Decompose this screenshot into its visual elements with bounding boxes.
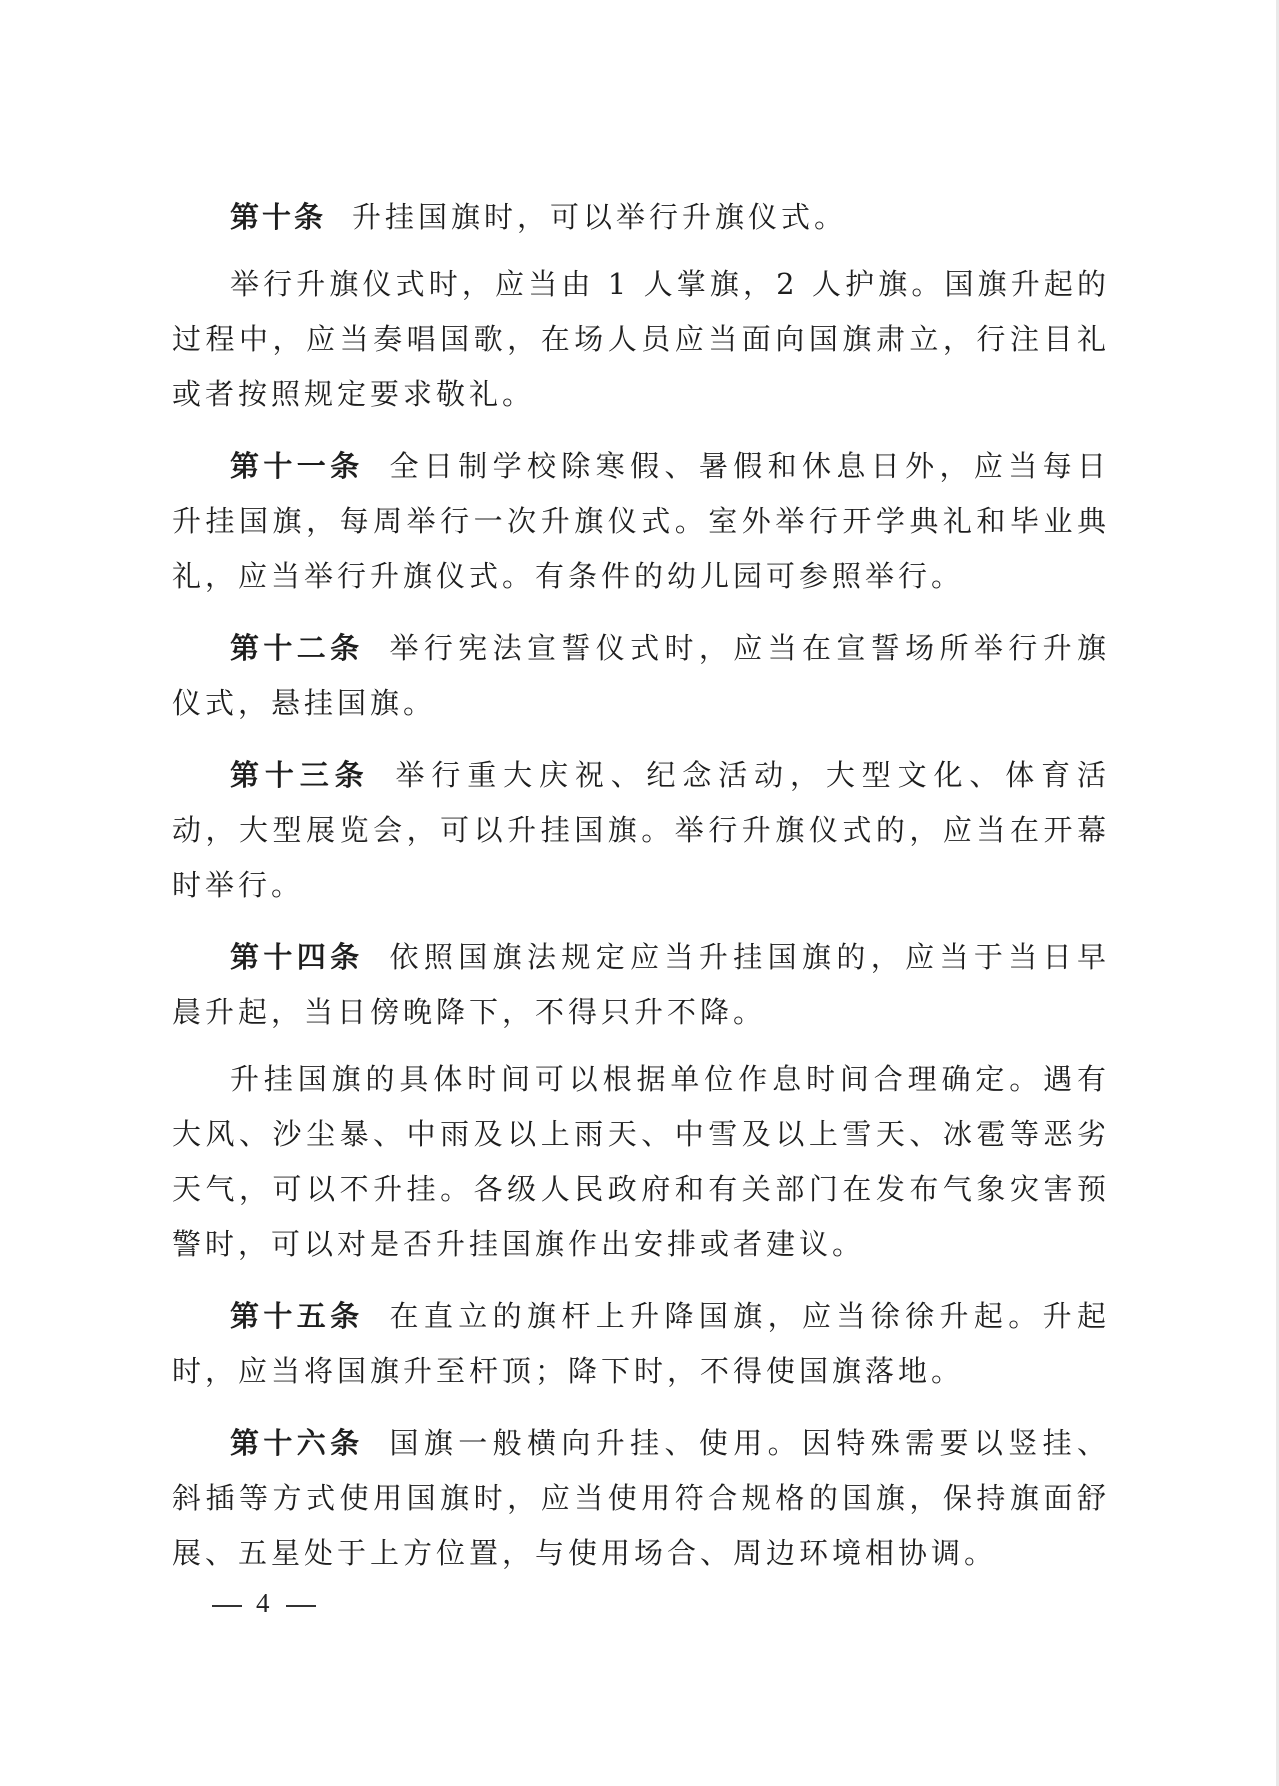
article-10 — [172, 190, 1110, 245]
article-label: 第十六条 — [230, 1426, 364, 1460]
article-14-paragraph-2 — [172, 1052, 1110, 1272]
page-footer — [198, 1588, 330, 1619]
article-12 — [172, 621, 1110, 731]
article-text: 举行升旗仪式时，应当由 1 人掌旗，2 人护旗。国旗升起的过程中，应当奏唱国歌，在场人员应当面向国旗肃立，行注目礼或者按照规定要求敬礼。 — [172, 267, 1110, 411]
article-text: 国旗一般横向升挂、使用。因特殊需要以竖挂、斜插等方式使用国旗时，应当使用符合规格的国旗，保持旗面舒展、五星处于上方位置，与使用场合、周边环境相协调。 — [172, 1426, 1110, 1570]
article-13 — [172, 748, 1110, 913]
article-label: 第十三条 — [230, 758, 370, 792]
article-text: 升挂国旗时，可以举行升旗仪式。 — [352, 200, 848, 234]
article-text: 升挂国旗的具体时间可以根据单位作息时间合理确定。遇有大风、沙尘暴、中雨及以上雨天、中雪及以上雪天、冰雹等恶劣天气，可以不升挂。各级人民政府和有关部门在发布气象灾害预警时，可以对是否升挂国旗作出安排或者建议。 — [172, 1062, 1110, 1261]
article-text: 依照国旗法规定应当升挂国旗的，应当于当日早晨升起，当日傍晚降下，不得只升不降。 — [172, 940, 1110, 1029]
footer-dash-right — [286, 1605, 316, 1607]
footer-dash-left — [212, 1605, 242, 1607]
article-text: 全日制学校除寒假、暑假和休息日外，应当每日升挂国旗，每周举行一次升旗仪式。室外举行开学典礼和毕业典礼，应当举行升旗仪式。有条件的幼儿园可参照举行。 — [172, 449, 1110, 593]
article-11 — [172, 439, 1110, 604]
article-label: 第十四条 — [230, 940, 364, 974]
article-label: 第十二条 — [230, 631, 364, 665]
article-15 — [172, 1289, 1110, 1399]
article-label: 第十一条 — [230, 449, 364, 483]
article-14 — [172, 930, 1110, 1040]
article-16 — [172, 1416, 1110, 1581]
page-number: 4 — [256, 1588, 272, 1618]
article-text: 举行重大庆祝、纪念活动，大型文化、体育活动，大型展览会，可以升挂国旗。举行升旗仪式的，应当在开幕时举行。 — [172, 758, 1110, 902]
article-text: 在直立的旗杆上升降国旗，应当徐徐升起。升起时，应当将国旗升至杆顶；降下时，不得使国旗落地。 — [172, 1299, 1110, 1388]
article-label: 第十条 — [230, 200, 327, 234]
article-10-paragraph-2 — [172, 257, 1110, 422]
article-label: 第十五条 — [230, 1299, 364, 1333]
article-text: 举行宪法宣誓仪式时，应当在宣誓场所举行升旗仪式，悬挂国旗。 — [172, 631, 1110, 720]
document-body — [172, 190, 1110, 1598]
